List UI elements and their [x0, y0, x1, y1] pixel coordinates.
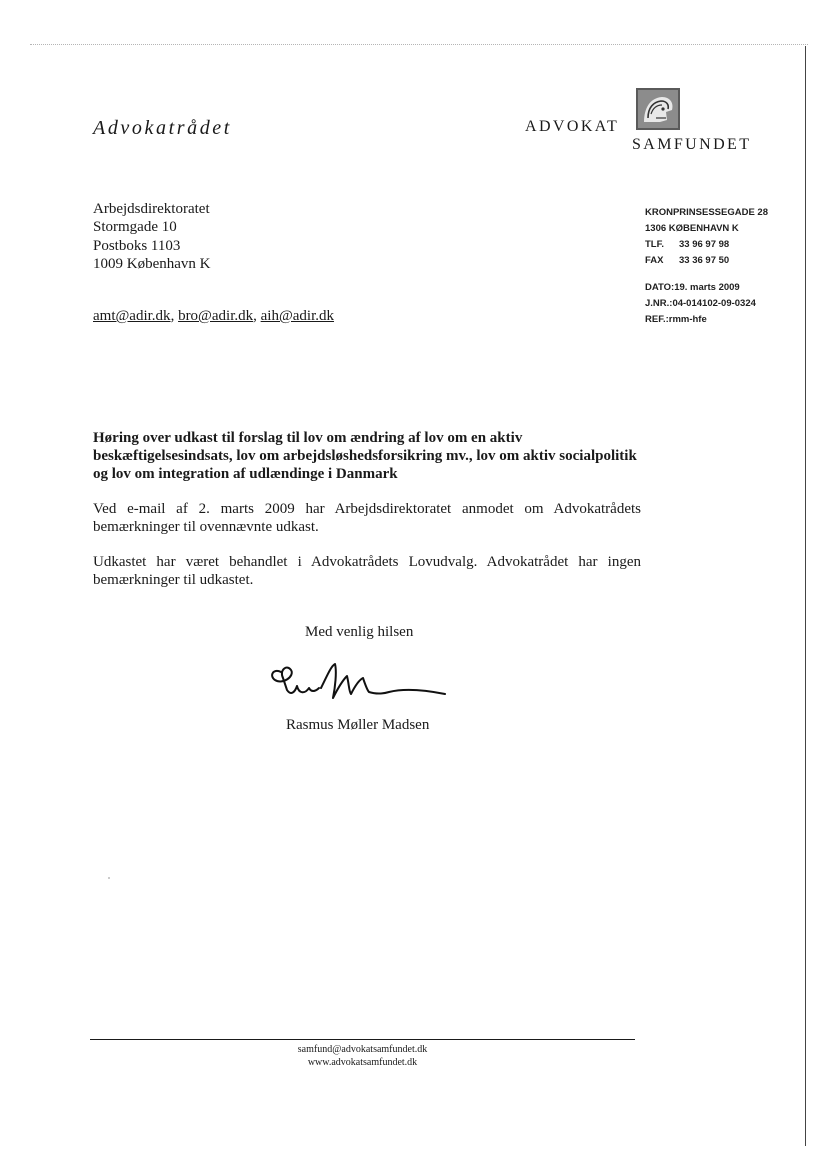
council-name: Advokatrådet — [93, 117, 232, 139]
scan-edge-right — [805, 46, 806, 1146]
scan-edge-top — [30, 44, 808, 45]
journal-value: 04-014102-09-0324 — [672, 298, 756, 309]
signer-name: Rasmus Møller Madsen — [286, 717, 430, 733]
fax-value: 33 36 97 50 — [679, 255, 730, 266]
helmet-logo-icon — [636, 88, 680, 130]
date-value: 19. marts 2009 — [674, 282, 740, 293]
recipient-line: 1009 København K — [93, 256, 211, 273]
letter-paragraph: Ved e-mail af 2. marts 2009 har Arbejdsdirektoratet anmodet om Advokatrådets bemærkninger til ovennævnte udkast. — [93, 501, 641, 535]
email-link[interactable]: bro@adir.dk — [178, 308, 254, 324]
sender-city: 1306 KØBENHAVN K — [645, 223, 739, 234]
journal-row — [645, 296, 756, 312]
brand-name-advokat: ADVOKAT — [525, 118, 620, 135]
brand-name-samfundet: SAMFUNDET — [632, 136, 752, 153]
handwritten-signature — [265, 658, 451, 710]
sender-address — [645, 205, 768, 269]
date-label: DATO: — [645, 282, 675, 293]
footer-divider — [90, 1039, 635, 1040]
recipient-emails: amt@adir.dk, bro@adir.dk, aih@adir.dk — [93, 308, 335, 324]
sender-street: KRONPRINSESSEGADE 28 — [645, 207, 769, 218]
email-link[interactable]: amt@adir.dk — [93, 308, 171, 324]
recipient-line: Stormgade 10 — [93, 219, 177, 236]
recipient-address — [93, 200, 210, 274]
ref-label: REF.: — [645, 314, 669, 325]
letter-closing: Med venlig hilsen — [305, 624, 414, 640]
journal-label: J.NR.: — [645, 298, 673, 309]
footer-email[interactable]: samfund@advokatsamfundet.dk — [297, 1044, 428, 1055]
footer — [90, 1043, 635, 1069]
letter-subject: Høring over udkast til forslag til lov om ændring af lov om en aktiv beskæftigelsesindsats, lov om arbejdsløshedsforsikring mv., lov om aktiv socialpolitik og lov om integration af udlændinge i Danmark — [93, 430, 637, 482]
recipient-line: Postboks 1103 — [93, 237, 181, 254]
footer-website[interactable]: www.advokatsamfundet.dk — [307, 1057, 418, 1068]
ref-row — [645, 312, 756, 328]
letter-paragraph: Udkastet har været behandlet i Advokatrådets Lovudvalg. Advokatrådet har ingen bemærkninger til udkastet. — [93, 554, 641, 588]
scan-speck — [108, 877, 110, 879]
date-row — [645, 280, 756, 296]
phone-value: 33 96 97 98 — [679, 239, 730, 250]
phone-label: TLF. — [645, 239, 664, 250]
recipient-line: Arbejdsdirektoratet — [93, 201, 210, 217]
sender-fax-row — [645, 253, 768, 269]
sender-phone-row — [645, 237, 768, 253]
fax-label: FAX — [645, 255, 664, 266]
email-link[interactable]: aih@adir.dk — [260, 308, 335, 324]
ref-value: rmm-hfe — [668, 314, 707, 325]
letter-meta — [645, 280, 756, 328]
